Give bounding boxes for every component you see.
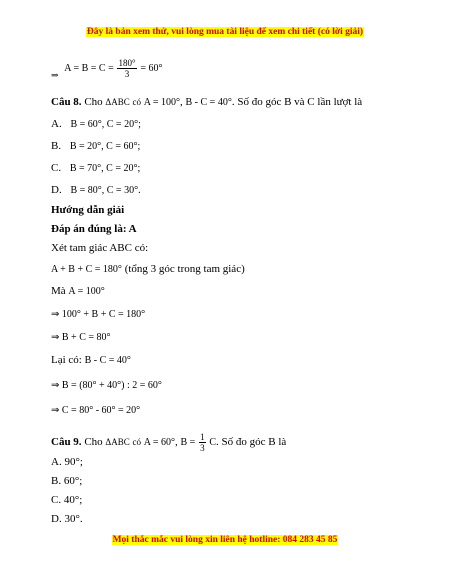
fraction (117, 58, 136, 79)
correct-answer (51, 222, 137, 236)
solution-line (51, 241, 148, 255)
stem-text: . Số đo góc B là (216, 436, 287, 449)
hotline-banner (0, 535, 450, 545)
preview-banner (0, 27, 450, 37)
option-letter: D. (51, 184, 62, 196)
option-c[interactable] (51, 493, 82, 507)
solution-math: A = 100° (68, 286, 105, 297)
condition-angle-a: A = 60° (143, 437, 176, 449)
condition-b: B = (180, 437, 196, 449)
fraction-numerator: 180° (118, 58, 136, 68)
triangle-symbol: ΔABC (105, 437, 130, 448)
stem-text: Cho (84, 436, 103, 449)
option-letter: C. (51, 162, 62, 174)
implies-arrow: ⇒ (51, 70, 59, 81)
solution-math: B - C = 40° (84, 355, 131, 366)
stem-text: Cho (84, 96, 103, 108)
solution-text: Xét tam giác ABC có: (51, 242, 149, 254)
question-9-label: Câu 9. (51, 436, 82, 449)
question-8-label: Câu 8. (51, 96, 82, 108)
option-text: B = 20°, C = 60°; (69, 141, 141, 152)
triangle-symbol: ΔABC (105, 97, 130, 107)
condition-b-minus-c: B - C = 40° (185, 97, 232, 108)
condition-c: C (209, 437, 216, 449)
fraction-denominator: 3 (200, 443, 205, 453)
solution-line (51, 378, 162, 393)
option-text: B. 60°; (51, 475, 83, 487)
question-9-stem: Câu 9. Cho ΔABC có A = 60°, B = $\frac{1}{3}$ C. Số đo góc B là (51, 432, 287, 453)
option-text: B = 70°, C = 20°; (69, 163, 141, 174)
solution-heading (51, 203, 124, 217)
option-text: D. 30°. (51, 513, 83, 525)
option-text: A. 90°; (51, 456, 83, 468)
solution-math: ⇒ C = 80° - 60° = 20° (51, 405, 141, 416)
prev-solution-line (51, 58, 162, 79)
option-text: B = 80°, C = 30°. (70, 185, 141, 196)
solution-text: Mà (51, 285, 66, 297)
fraction-numerator: 1 (200, 432, 205, 442)
stem-text: có (132, 437, 141, 448)
solution-math: ⇒ 100° + B + C = 180° (51, 309, 146, 320)
solution-line (51, 353, 131, 368)
angle-sum-formula: A + B + C = 180° (51, 264, 122, 275)
option-b[interactable] (51, 474, 82, 488)
option-letter: A. (51, 118, 62, 130)
solution-line (51, 262, 245, 277)
solution-line (51, 330, 111, 345)
option-d[interactable] (51, 512, 83, 526)
option-d[interactable] (51, 183, 141, 198)
stem-text: . Số đo góc B và C lần lượt là (231, 96, 363, 108)
question-8-stem: Câu 8. Cho ΔABC có A = 100°, B - C = 40°. Số đo góc B và C lần lượt là (51, 96, 363, 108)
hotline-banner-text: Mọi thắc mắc vui lòng xin liên hệ hotline: 084 283 45 85 (112, 535, 338, 545)
option-text: B = 60°, C = 20°; (70, 119, 141, 130)
option-c[interactable] (51, 161, 140, 176)
solution-heading-text: Hướng dẫn giải (51, 204, 125, 216)
fraction (199, 432, 206, 453)
option-letter: B. (51, 140, 62, 152)
solution-line (51, 284, 105, 299)
solution-note: (tổng 3 góc trong tam giác) (124, 263, 245, 275)
condition-angle-a: A = 100° (143, 97, 181, 108)
option-a[interactable] (51, 117, 141, 132)
solution-line (51, 307, 145, 322)
solution-math: ⇒ B + C = 80° (51, 332, 111, 343)
stem-text: có (132, 97, 141, 107)
angle-equality: A = B = C = (64, 63, 114, 75)
solution-math: ⇒ B = (80° + 40°) : 2 = 60° (51, 380, 162, 391)
correct-answer-text: Đáp án đúng là: A (51, 223, 137, 235)
option-b[interactable] (51, 139, 140, 154)
solution-line (51, 403, 140, 418)
preview-banner-text: Đây là bản xem thử, vui lòng mua tài liệu để xem chi tiết (có lời giải) (86, 27, 364, 37)
solution-text: Lại có: (51, 354, 82, 366)
option-text: C. 40°; (51, 494, 83, 506)
angle-result: = 60° (140, 63, 163, 75)
option-a[interactable] (51, 455, 83, 469)
fraction-denominator: 3 (124, 69, 130, 79)
